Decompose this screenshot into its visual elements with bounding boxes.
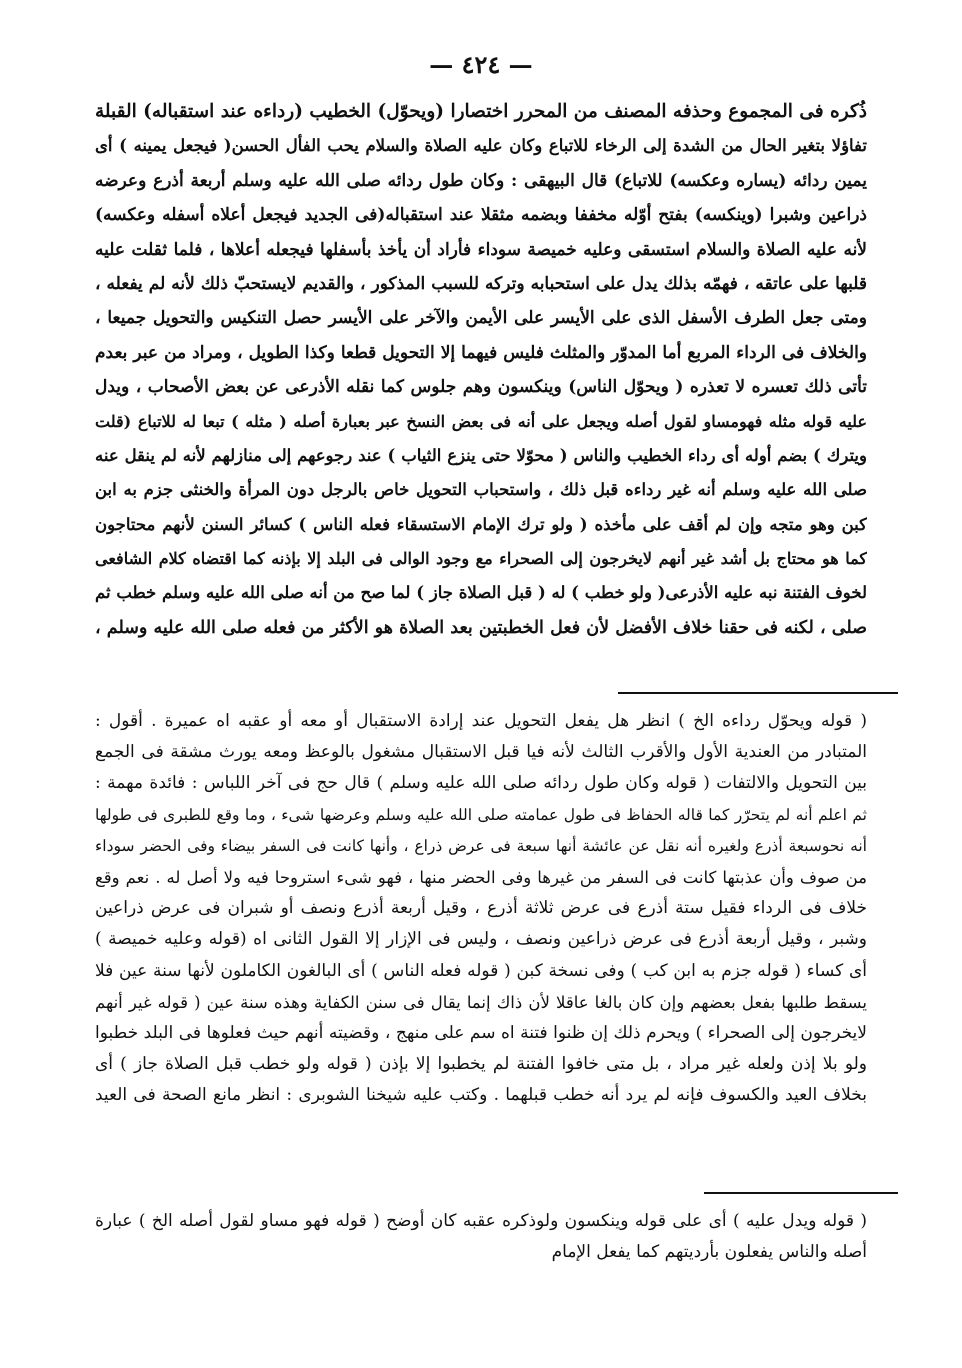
gloss-section-1 (95, 706, 867, 1111)
gloss-line: لايخرجون إلى الصحراء ) ويحرم ذلك إن ظنوا فتنة اه سم على منهج ، وقضيته أنهم حيث فعلوها فى البلد خطبوا (95, 1022, 867, 1043)
main-text-line: ويترك ) بضم أوله أى رداء الخطيب والناس ( محوّلا حتى ينزع الثياب ) عند رجوعهم إلى منازلهم لأنه لم ينقل عنه (95, 445, 867, 465)
gloss-line: وشبر ، وقيل أربعة أذرع فى عرض ذراعين ونصف ، وليس فى الإزار إلا القول الثانى اه (قوله وعليه خميصة ) (95, 929, 867, 950)
main-text-line: لخوف الفتنة نبه عليه الأذرعى( ولو خطب ) له ( قبل الصلاة جاز ) لما صح من أنه صلى الله عليه وسلم خطب ثم (95, 583, 867, 603)
gloss-line: أصله والناس يفعلون بأرديتهم كما يفعل الإمام (551, 1242, 867, 1263)
main-text-line: عليه قوله مثله فهومساو لقول أصله ويجعل على أنه فى بعض النسخ عبر بعبارة أصله ( مثله ) تبعا له للاتباع (قلت (95, 411, 867, 431)
main-text-line: قلبها على عاتقه ، فهمّه بذلك يدل على استحبابه وتركه للسبب المذكور ، والقديم لايستحبّ ذلك لأنه لم يفعله ، (95, 273, 867, 294)
gloss-line: خلاف فى الرداء فقيل ستة أذرع فى عرض ثلاثة أذرع ، وقيل أربعة أذرع ونصف أو شبران فى عرض ذراعين (95, 898, 867, 919)
main-text-line: لأنه عليه الصلاة والسلام استسقى وعليه خميصة سوداء فأراد أن يأخذ بأسفلها فيجعله أعلاها ، فلما ثقلت عليه (95, 239, 867, 260)
footnote-divider (618, 692, 898, 694)
main-text-line: تفاؤلا بتغير الحال من الشدة إلى الرخاء للاتباع وكان عليه الصلاة والسلام يحب الفأل الحسن( فيجعل يمينه ) أى (95, 136, 867, 156)
main-text-line: صلى ، لكنه فى حقنا خلاف الأفضل لأن فعل الخطبتين بعد الصلاة هو الأكثر من فعله صلى الله عليه وسلم ، (95, 617, 867, 638)
page-number: — ٤٢٤ — (429, 50, 533, 79)
main-text-line: كبن وهو متجه وإن لم أقف على مأخذه ( ولو ترك الإمام الاستسقاء فعله الناس ) كسائر السنن لأنهم محتاجون (95, 514, 867, 534)
main-text-line: والخلاف فى الرداء المربع أما المدوّر والمثلث فليس فيهما إلا التحويل قطعا وكذا الطويل ، ومراد من عبر بعدم (95, 342, 867, 363)
gloss-line: ( قوله ويحوّل رداءه الخ ) انظر هل يفعل التحويل عند إرادة الاستقبال أو معه أو عقبه اه عميرة . أقول : (95, 711, 867, 731)
gloss-line: المتبادر من العندية الأول والأقرب الثالث لأنه فيا قبل الاستقبال مشغول بالوعظ ومعه يورث مشقة فى الجمع (95, 742, 867, 763)
main-text-line: كما هو محتاج بل أشد غير أنهم لايخرجون إلى الصحراء مع وجود الوالى فى البلد إلا بإذنه كما اقتضاه كلام الشافعى (95, 549, 867, 569)
main-text-line: تأتى ذلك تعسره لا تعذره ( ويحوّل الناس) وينكسون وهم جلوس كما نقله الأذرعى عن بعض الأصحاب ، ويدل (95, 377, 867, 398)
gloss-line: من صوف وأن عذبتها كانت فى السفر من غيرها وفى الحضر منها ، فهو شىء استروحا فيه ولا أصل له . نعم وقع (95, 867, 867, 887)
gloss-section-2 (95, 1206, 867, 1268)
gloss-line: بخلاف العيد والكسوف فإنه لم يرد أنه خطب قبلهما . وكتب عليه شيخنا الشوبرى : انظر مانع الصحة فى العيد (95, 1085, 867, 1106)
main-text (95, 95, 867, 645)
footnote-divider (704, 1192, 898, 1194)
main-text-line: ذُكره فى المجموع وحذفه المصنف من المحرر اختصارا (ويحوّل) الخطيب (رداءه عند استقباله) القبلة (95, 101, 867, 122)
gloss-line: ولو بلا إذن ولعله غير مراد ، بل متى خافوا الفتنة لم يخطبوا إلا بإذن ( قوله ولو خطب قبل الصلاة جاز ) أى (95, 1054, 867, 1075)
main-text-line: ومتى جعل الطرف الأسفل الذى على الأيسر على الأيمن والآخر على الأيسر حصل التنكيس والتحويل جميعا ، (95, 308, 867, 329)
main-text-line: ذراعين وشبرا (وينكسه) بفتح أوّله مخففا وبضمه مثقلا عند استقباله(فى الجديد فيجعل أعلاه أسفله وعكسه) (95, 205, 867, 226)
gloss-line: يسقط طلبها بفعل بعضهم وإن كان بالغا عاقلا لأن ذاك إنما يقال فى سنن الكفاية وهذه سنة عين ( قوله غير أنهم (95, 992, 867, 1012)
gloss-line: أنه نحوسبعة أذرع ولغيره أنه نقل عن عائشة أنها سبعة فى عرض ذراع ، وأنها كانت فى السفر بيضاء وفى الحضر سوداء (95, 836, 867, 855)
gloss-line: ثم اعلم أنه لم يتحرّر كما قاله الحفاظ فى طول عمامته صلى الله عليه وسلم وعرضها شىء ، وما وقع للطبرى فى طولها (95, 805, 867, 824)
main-text-line: صلى الله عليه وسلم أنه غير رداءه قبل ذلك ، واستحباب التحويل خاص بالرجل دون المرأة والخنثى جزم به ابن (95, 480, 867, 500)
gloss-line: أى كساء ( قوله جزم به ابن كب ) وفى نسخة كبن ( قوله فعله الناس ) أى البالغون الكاملون لأنها سنة عين فلا (95, 960, 867, 981)
gloss-line: ( قوله ويدل عليه ) أى على قوله وينكسون ولوذكره عقبه كان أوضح ( قوله فهو مساو لقول أصله الخ ) عبارة (95, 1211, 867, 1231)
main-text-line: يمين ردائه (يساره وعكسه) للاتباع) قال البيهقى : وكان طول ردائه صلى الله عليه وسلم أربعة أذرع وعرضه (95, 170, 867, 191)
gloss-line: بين التحويل والالتفات ( قوله وكان طول ردائه صلى الله عليه وسلم ) قال حج فى آخر اللباس : فائدة مهمة : (95, 773, 867, 794)
